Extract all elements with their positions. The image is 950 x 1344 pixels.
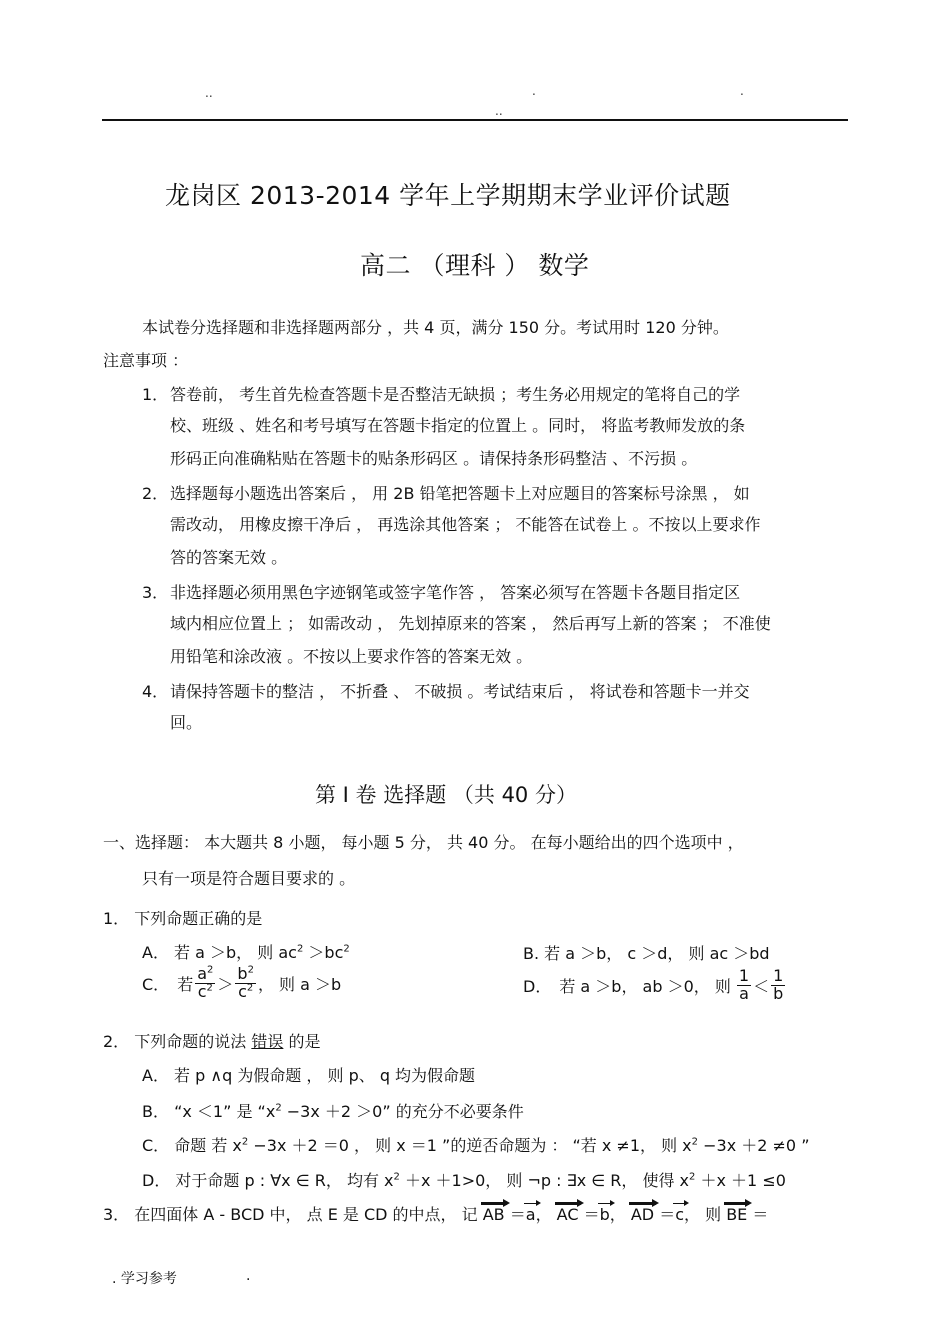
fraction-b2-c2 — [235, 966, 256, 1001]
vector-a: a — [525, 1205, 536, 1224]
q2-option-b — [142, 1099, 524, 1122]
note-2-line: 需改动， 用橡皮擦干净后 ， 再选涂其他答案 ； 不能答在试卷上 。不按以上要求作 — [170, 515, 761, 534]
vector-b: b — [599, 1205, 610, 1224]
q1-option-d — [523, 968, 787, 1003]
option-text: 若 a ＞b， ab ＞0， 则 — [559, 976, 731, 996]
emphasis-wrong: 错误 — [251, 1032, 284, 1051]
option-text: ＋x ＋1 ≤0 — [695, 1171, 786, 1190]
footer-mark: . — [246, 1268, 251, 1284]
stem-text: ＝ — [654, 1205, 676, 1224]
question-1-stem: 1． 下列命题正确的是 — [103, 909, 263, 928]
option-text: C． 命题 若 x — [142, 1136, 242, 1155]
vector-be: BE — [726, 1205, 748, 1224]
stem-text: 的是 — [283, 1032, 321, 1051]
note-3-line: 非选择题必须用黑色字迹钢笔或签字笔作答 ， 答案必须写在答题卡各题目指定区 — [170, 583, 741, 602]
stem-text: ， 则 — [684, 1205, 727, 1224]
exponent: 2 — [691, 1136, 699, 1148]
note-2-number: 2． — [142, 484, 169, 503]
note-3-line: 域内相应位置上 ； 如需改动 ， 先划掉原来的答案 ， 然后再写上新的答案 ； 不准使 — [170, 614, 771, 633]
section-title: 第 Ⅰ 卷 选择题 （共 40 分） — [315, 783, 577, 807]
option-text: 若 a ＞b， 则 ac — [174, 943, 297, 962]
stem-text: 3． 在四面体 A - BCD 中， 点 E 是 CD 的中点， 记 — [103, 1205, 483, 1224]
option-label: C． — [142, 974, 170, 994]
intro-text: 本试卷分选择题和非选择题两部分 ，共 4 页，满分 150 分。考试用时 120 分钟。 — [142, 318, 729, 337]
option-label: A． — [142, 943, 169, 962]
vector-c: c — [675, 1205, 684, 1224]
option-text: ， 则 a ＞b — [257, 974, 342, 994]
numerator: 1 — [773, 966, 784, 985]
vector-ad: AD — [630, 1205, 655, 1224]
note-3-number: 3． — [142, 583, 169, 602]
note-1-line: 答卷前， 考生首先检查答题卡是否整洁无缺损 ；考生务必用规定的笔将自己的学 — [170, 385, 741, 404]
part1-instructions: 一、选择题： 本大题共 8 小题， 每小题 5 分， 共 40 分。 在每小题给出的四个选项中 ， — [103, 833, 744, 852]
exponent: 2 — [296, 943, 304, 955]
option-text: ＞bc — [303, 943, 344, 962]
notes-heading: 注意事项 ： — [103, 351, 189, 370]
stem-text: ， — [609, 1205, 631, 1224]
exponent: 2 — [393, 1171, 400, 1183]
numerator: a — [197, 964, 208, 983]
exponent: 2 — [343, 943, 350, 955]
option-text: −3x ＋2 ＞0” 的充分不必要条件 — [281, 1102, 524, 1121]
q2-option-c — [142, 1133, 810, 1156]
option-text: ＋x ＋1>0， 则 ¬p : ∃x ∈ R， 使得 x — [399, 1171, 690, 1190]
numerator: 1 — [738, 966, 750, 985]
q1-option-c — [142, 966, 341, 1001]
fraction-1-a — [737, 968, 751, 1003]
denominator: b — [773, 983, 784, 1003]
exponent: 2 — [689, 1171, 696, 1183]
part1-instructions-cont: 只有一项是符合题目要求的 。 — [142, 869, 356, 888]
exponent: 2 — [206, 982, 213, 994]
note-1-line: 形码正向准确粘贴在答题卡的贴条形码区 。请保持条形码整洁 、不污损 。 — [170, 449, 698, 468]
note-4-line: 请保持答题卡的整洁 ， 不折叠 、 不破损 。考试结束后 ， 将试卷和答题卡一并交 — [170, 682, 750, 701]
comparison-operator: ＞ — [217, 974, 234, 994]
stem-text: 2． 下列命题的说法 — [103, 1032, 252, 1051]
header-mark-center: . — [532, 84, 536, 98]
header-rule — [102, 119, 848, 121]
vector-ac: AC — [556, 1205, 579, 1224]
q2-option-d — [142, 1168, 786, 1191]
note-1-number: 1． — [142, 385, 169, 404]
note-3-line: 用铅笔和涂改液 。不按以上要求作答的答案无效 。 — [170, 647, 533, 666]
stem-text: ＝ — [747, 1205, 769, 1224]
fraction-a2-c2 — [195, 966, 215, 1001]
note-2-line: 答的答案无效 。 — [170, 548, 288, 567]
option-label: D． — [523, 976, 552, 996]
exponent: 2 — [247, 964, 254, 976]
exponent: 2 — [241, 1136, 249, 1148]
note-4-line: 回。 — [170, 713, 203, 732]
denominator: a — [739, 983, 749, 1003]
exam-title: 龙岗区 2013-2014 学年上学期期末学业评价试题 — [165, 181, 731, 210]
numerator: b — [237, 964, 248, 983]
stem-text: ， — [535, 1205, 557, 1224]
stem-text: ＝ — [504, 1205, 526, 1224]
fraction-1-b — [771, 968, 785, 1003]
q1-option-a — [142, 940, 350, 963]
q1-option-b: B. 若 a ＞b， c ＞d， 则 ac ＞bd — [523, 944, 770, 963]
stem-text: ＝ — [578, 1205, 600, 1224]
option-text: −3x ＋2 ＝0 ， 则 x ＝1 ”的逆否命题为 ： “若 x ≠1， 则 x — [248, 1136, 692, 1155]
option-text: D． 对于命题 p : ∀x ∈ R， 均有 x — [142, 1171, 394, 1190]
exam-subtitle: 高二 （理科 ） 数学 — [360, 251, 590, 280]
q2-option-a: A． 若 p ∧q 为假命题 ， 则 p、 q 均为假命题 — [142, 1066, 476, 1085]
header-mark-left: .. — [205, 86, 213, 100]
note-1-line: 校、班级 、姓名和考号填写在答题卡指定的位置上 。同时， 将监考教师发放的条 — [170, 416, 746, 435]
exponent: 2 — [246, 982, 254, 994]
question-3-stem — [103, 1202, 768, 1225]
comparison-operator: ＜ — [753, 976, 770, 996]
exponent: 2 — [275, 1102, 282, 1114]
question-2-stem — [103, 1029, 320, 1052]
header-mark-under: .. — [495, 104, 503, 118]
denominator: c — [238, 981, 247, 1001]
footer-text: . 学习参考 — [112, 1271, 177, 1287]
exponent: 2 — [207, 964, 214, 976]
option-text: 若 — [177, 974, 194, 994]
denominator: c — [197, 981, 207, 1001]
option-text: B． “x ＜1” 是 “x — [142, 1102, 276, 1121]
note-4-number: 4． — [142, 682, 169, 701]
note-2-line: 选择题每小题选出答案后 ， 用 2B 铅笔把答题卡上对应题目的答案标号涂黑 ， 如 — [170, 484, 750, 503]
vector-ab: AB — [482, 1205, 505, 1224]
option-text: −3x ＋2 ≠0 ” — [698, 1136, 810, 1155]
header-mark-right: . — [740, 84, 744, 98]
